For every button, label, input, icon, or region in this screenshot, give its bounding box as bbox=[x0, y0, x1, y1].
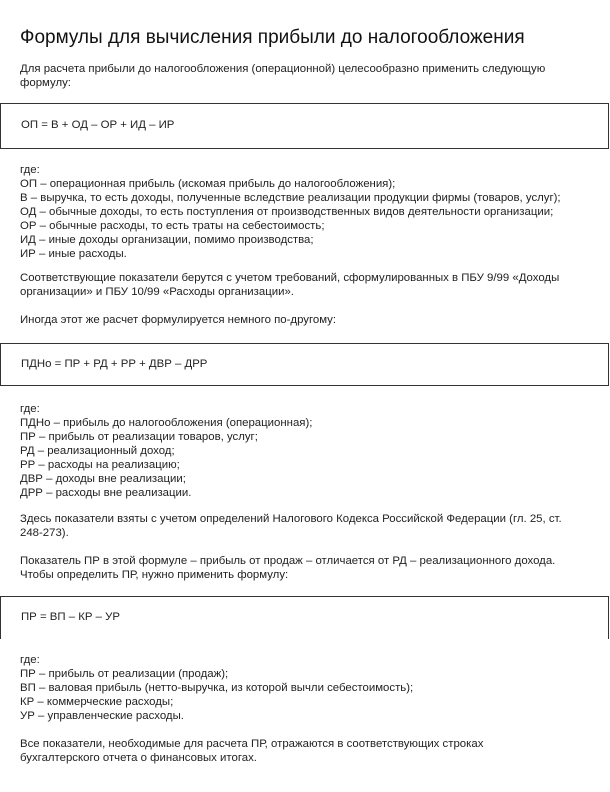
sales-profit-paragraph bbox=[20, 554, 590, 582]
list-item: где: bbox=[20, 403, 40, 415]
formula-box-1 bbox=[0, 103, 609, 149]
text-line: Здесь показатели взяты с учетом определений Налогового Кодекса Российской Федерации (гл. 25, ст. bbox=[20, 513, 562, 525]
list-item: УР – управленческие расходы. bbox=[20, 710, 184, 722]
text-line: Все показатели, необходимые для расчета ПР, отражаются в соответствующих строках bbox=[20, 738, 484, 750]
list-item: ДВР – доходы вне реализации; bbox=[20, 473, 186, 485]
text-line: Чтобы определить ПР, нужно применить формулу: bbox=[20, 569, 289, 581]
list-item: ПР – прибыль от реализации (продаж); bbox=[20, 668, 229, 680]
text-line: Соответствующие показатели берутся с учетом требований, сформулированных в ПБУ 9/99 «Доходы bbox=[20, 272, 560, 284]
formula-box-2 bbox=[0, 343, 609, 386]
list-item: ПР – прибыль от реализации товаров, услуг; bbox=[20, 431, 258, 443]
text-line: Для расчета прибыли до налогообложения (операционной) целесообразно применить следующую bbox=[20, 63, 546, 75]
text-line: организации» и ПБУ 10/99 «Расходы организации». bbox=[20, 286, 294, 298]
text-line: Показатель ПР в этой формуле – прибыль от продаж – отличается от РД – реализационного дохода. bbox=[20, 555, 556, 567]
formula-box-3 bbox=[0, 596, 609, 639]
text-line: Иногда этот же расчет формулируется немного по-другому: bbox=[20, 314, 337, 326]
list-item: РР – расходы на реализацию; bbox=[20, 459, 180, 471]
list-item: ОД – обычные доходы, то есть поступления от производственных видов деятельности организации; bbox=[20, 206, 554, 218]
list-item: где: bbox=[20, 654, 40, 666]
list-item: РД – реализационный доход; bbox=[20, 445, 175, 457]
list-item: ОР – обычные расходы, то есть траты на себестоимость; bbox=[20, 220, 325, 232]
tax-code-paragraph bbox=[20, 512, 590, 540]
list-item: где: bbox=[20, 164, 40, 176]
final-paragraph bbox=[20, 737, 590, 765]
text-line: бухгалтерского отчета о финансовых итогах. bbox=[20, 752, 257, 764]
list-item: ПДНо – прибыль до налогообложения (операционная); bbox=[20, 417, 313, 429]
list-item: КР – коммерческие расходы; bbox=[20, 696, 174, 708]
formula-1: ОП = В + ОД – ОР + ИД – ИР bbox=[21, 119, 175, 131]
list-item: ИД – иные доходы организации, помимо производства; bbox=[20, 234, 314, 246]
alternate-paragraph bbox=[20, 313, 590, 327]
text-line: 248-273). bbox=[20, 527, 69, 539]
formula-3: ПР = ВП – КР – УР bbox=[21, 611, 120, 623]
list-item: В – выручка, то есть доходы, полученные вследствие реализации продукции фирмы (товаров, услуг); bbox=[20, 192, 561, 204]
list-item: ДРР – расходы вне реализации. bbox=[20, 487, 192, 499]
definitions-list-2 bbox=[20, 402, 590, 500]
list-item: ОП – операционная прибыль (искомая прибыль до налогообложения); bbox=[20, 178, 396, 190]
intro-paragraph bbox=[20, 62, 590, 90]
formula-2: ПДНо = ПР + РД + РР + ДВР – ДРР bbox=[21, 358, 208, 370]
list-item: ВП – валовая прибыль (нетто-выручка, из которой вычли себестоимость); bbox=[20, 682, 414, 694]
pbu-paragraph bbox=[20, 271, 590, 299]
text-line: формулу: bbox=[20, 77, 71, 89]
page-title: Формулы для вычисления прибыли до налогообложения bbox=[20, 27, 525, 48]
definitions-list-1 bbox=[20, 163, 590, 261]
definitions-list-3 bbox=[20, 653, 590, 723]
list-item: ИР – иные расходы. bbox=[20, 248, 127, 260]
